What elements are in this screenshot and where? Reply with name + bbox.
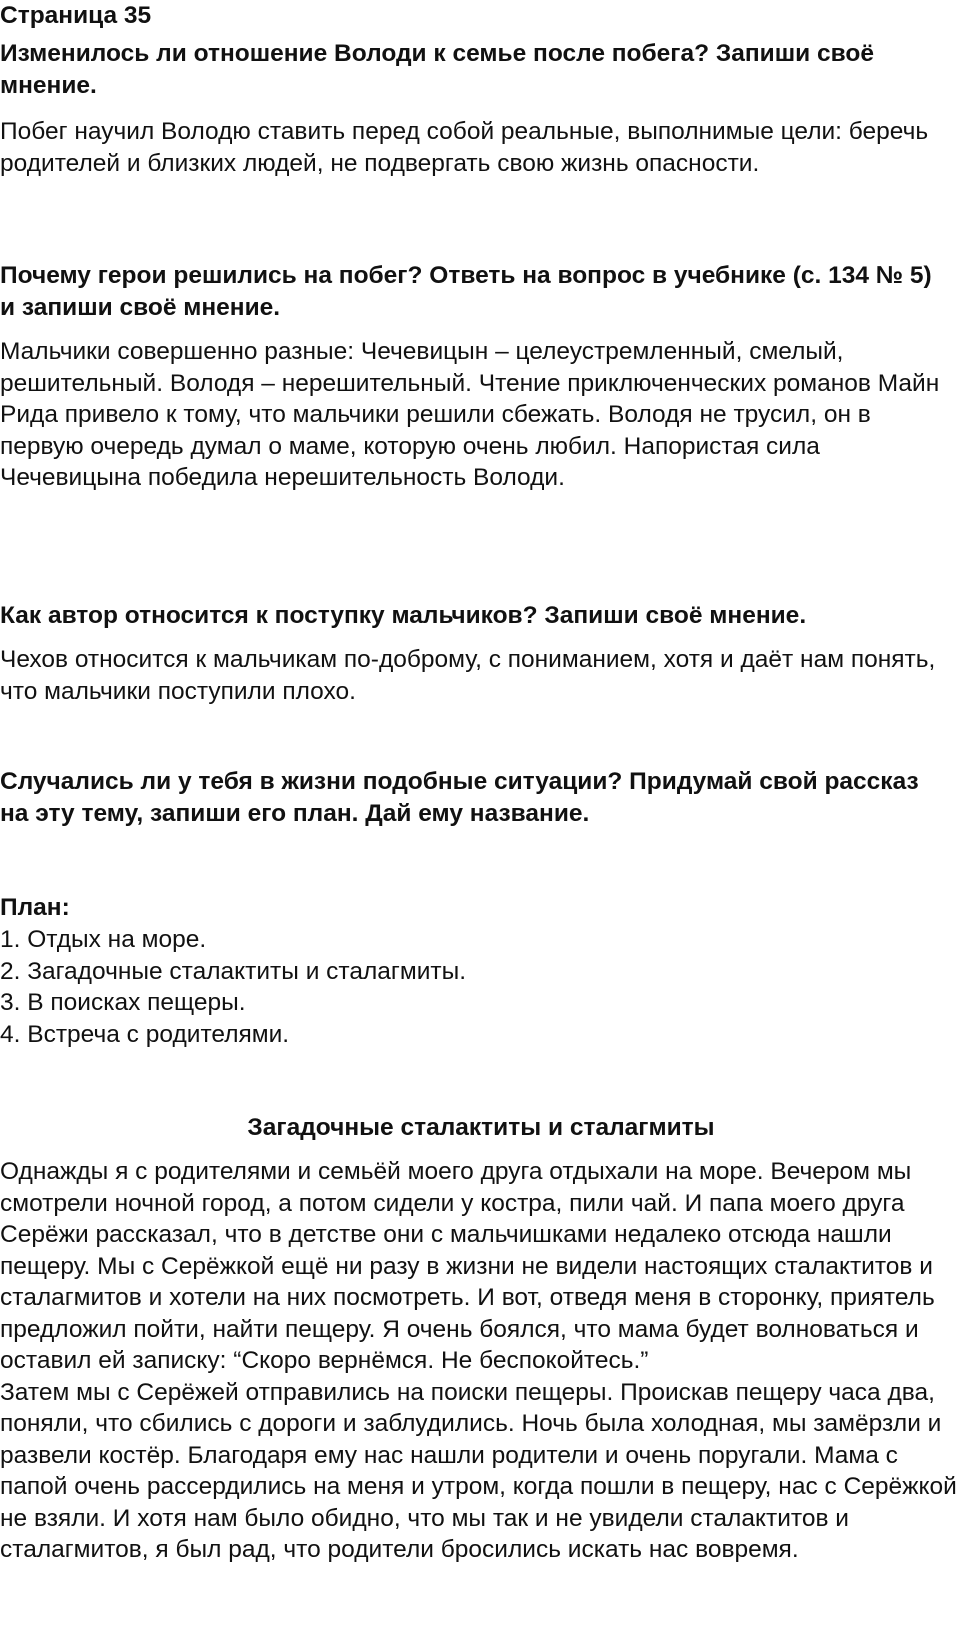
question-4: Случались ли у тебя в жизни подобные ситуации? Придумай свой рассказ на эту тему, запиши его план. Дай ему название.: [0, 768, 919, 827]
plan-item: 1. Отдых на море.: [0, 926, 207, 953]
plan-item: 3. В поисках пещеры.: [0, 989, 246, 1016]
story-paragraph-1: Однажды я с родителями и семьёй моего друга отдыхали на море. Вечером мы смотрели ночной город, а потом сидели у костра, пили чай. И папа моего друга Серёжи рассказал, что в детстве они с мальчишками недалеко отсюда нашли пещеру. Мы с Серёжкой ещё ни разу в жизни не видели настоящих сталактитов и сталагмитов и хотели на них посмотреть. И вот, отведя меня в сторонку, приятель предложил пойти, найти пещеру. Я очень боялся, что мама будет волноваться и оставил ей записку: “Скоро вернёмся. Не беспокойтесь.”: [0, 1158, 935, 1374]
question-1: Изменилось ли отношение Володи к семье после побега? Запиши своё мнение.: [0, 40, 874, 99]
question-2: Почему герои решились на побег? Ответь на вопрос в учебнике (с. 134 № 5) и запиши своё мнение.: [0, 262, 932, 321]
plan-item: 2. Загадочные сталактиты и сталагмиты.: [0, 957, 467, 985]
answer-1: Побег научил Володю ставить перед собой реальные, выполнимые цели: беречь родителей и близких людей, не подвергать свою жизнь опасности.: [0, 118, 929, 177]
story-title: Загадочные сталактиты и сталагмиты: [247, 1114, 715, 1141]
plan-title: План:: [0, 894, 70, 921]
question-3: Как автор относится к поступку мальчиков? Запиши своё мнение.: [0, 602, 807, 629]
plan-item: 4. Встреча с родителями.: [0, 1020, 290, 1048]
story-paragraph-2: Затем мы с Серёжей отправились на поиски пещеры. Проискав пещеру часа два, поняли, что сбились с дороги и заблудились. Ночь была холодная, мы замёрзли и развели костёр. Благодаря ему нас нашли родители и очень поругали. Мама с папой очень рассердились на меня и утром, когда пошли в пещеру, нас с Серёжкой не взяли. И хотя нам было обидно, что мы так и не увидели сталактитов и сталагмитов, я был рад, что родители бросились искать нас вовремя.: [0, 1378, 957, 1563]
page-title: Страница 35: [0, 2, 152, 29]
plan-list: [0, 924, 950, 1050]
answer-3: Чехов относится к мальчикам по-доброму, с пониманием, хотя и даёт нам понять, что мальчики поступили плохо.: [0, 646, 936, 705]
answer-2: Мальчики совершенно разные: Чечевицын – целеустремленный, смелый, решительный. Володя – нерешительный. Чтение приключенческих романов Майн Рида привело к тому, что мальчики решили сбежать. Володя не трусил, он в первую очередь думал о маме, которую очень любил. Напористая сила Чечевицына победила нерешительность Володи.: [0, 338, 940, 491]
